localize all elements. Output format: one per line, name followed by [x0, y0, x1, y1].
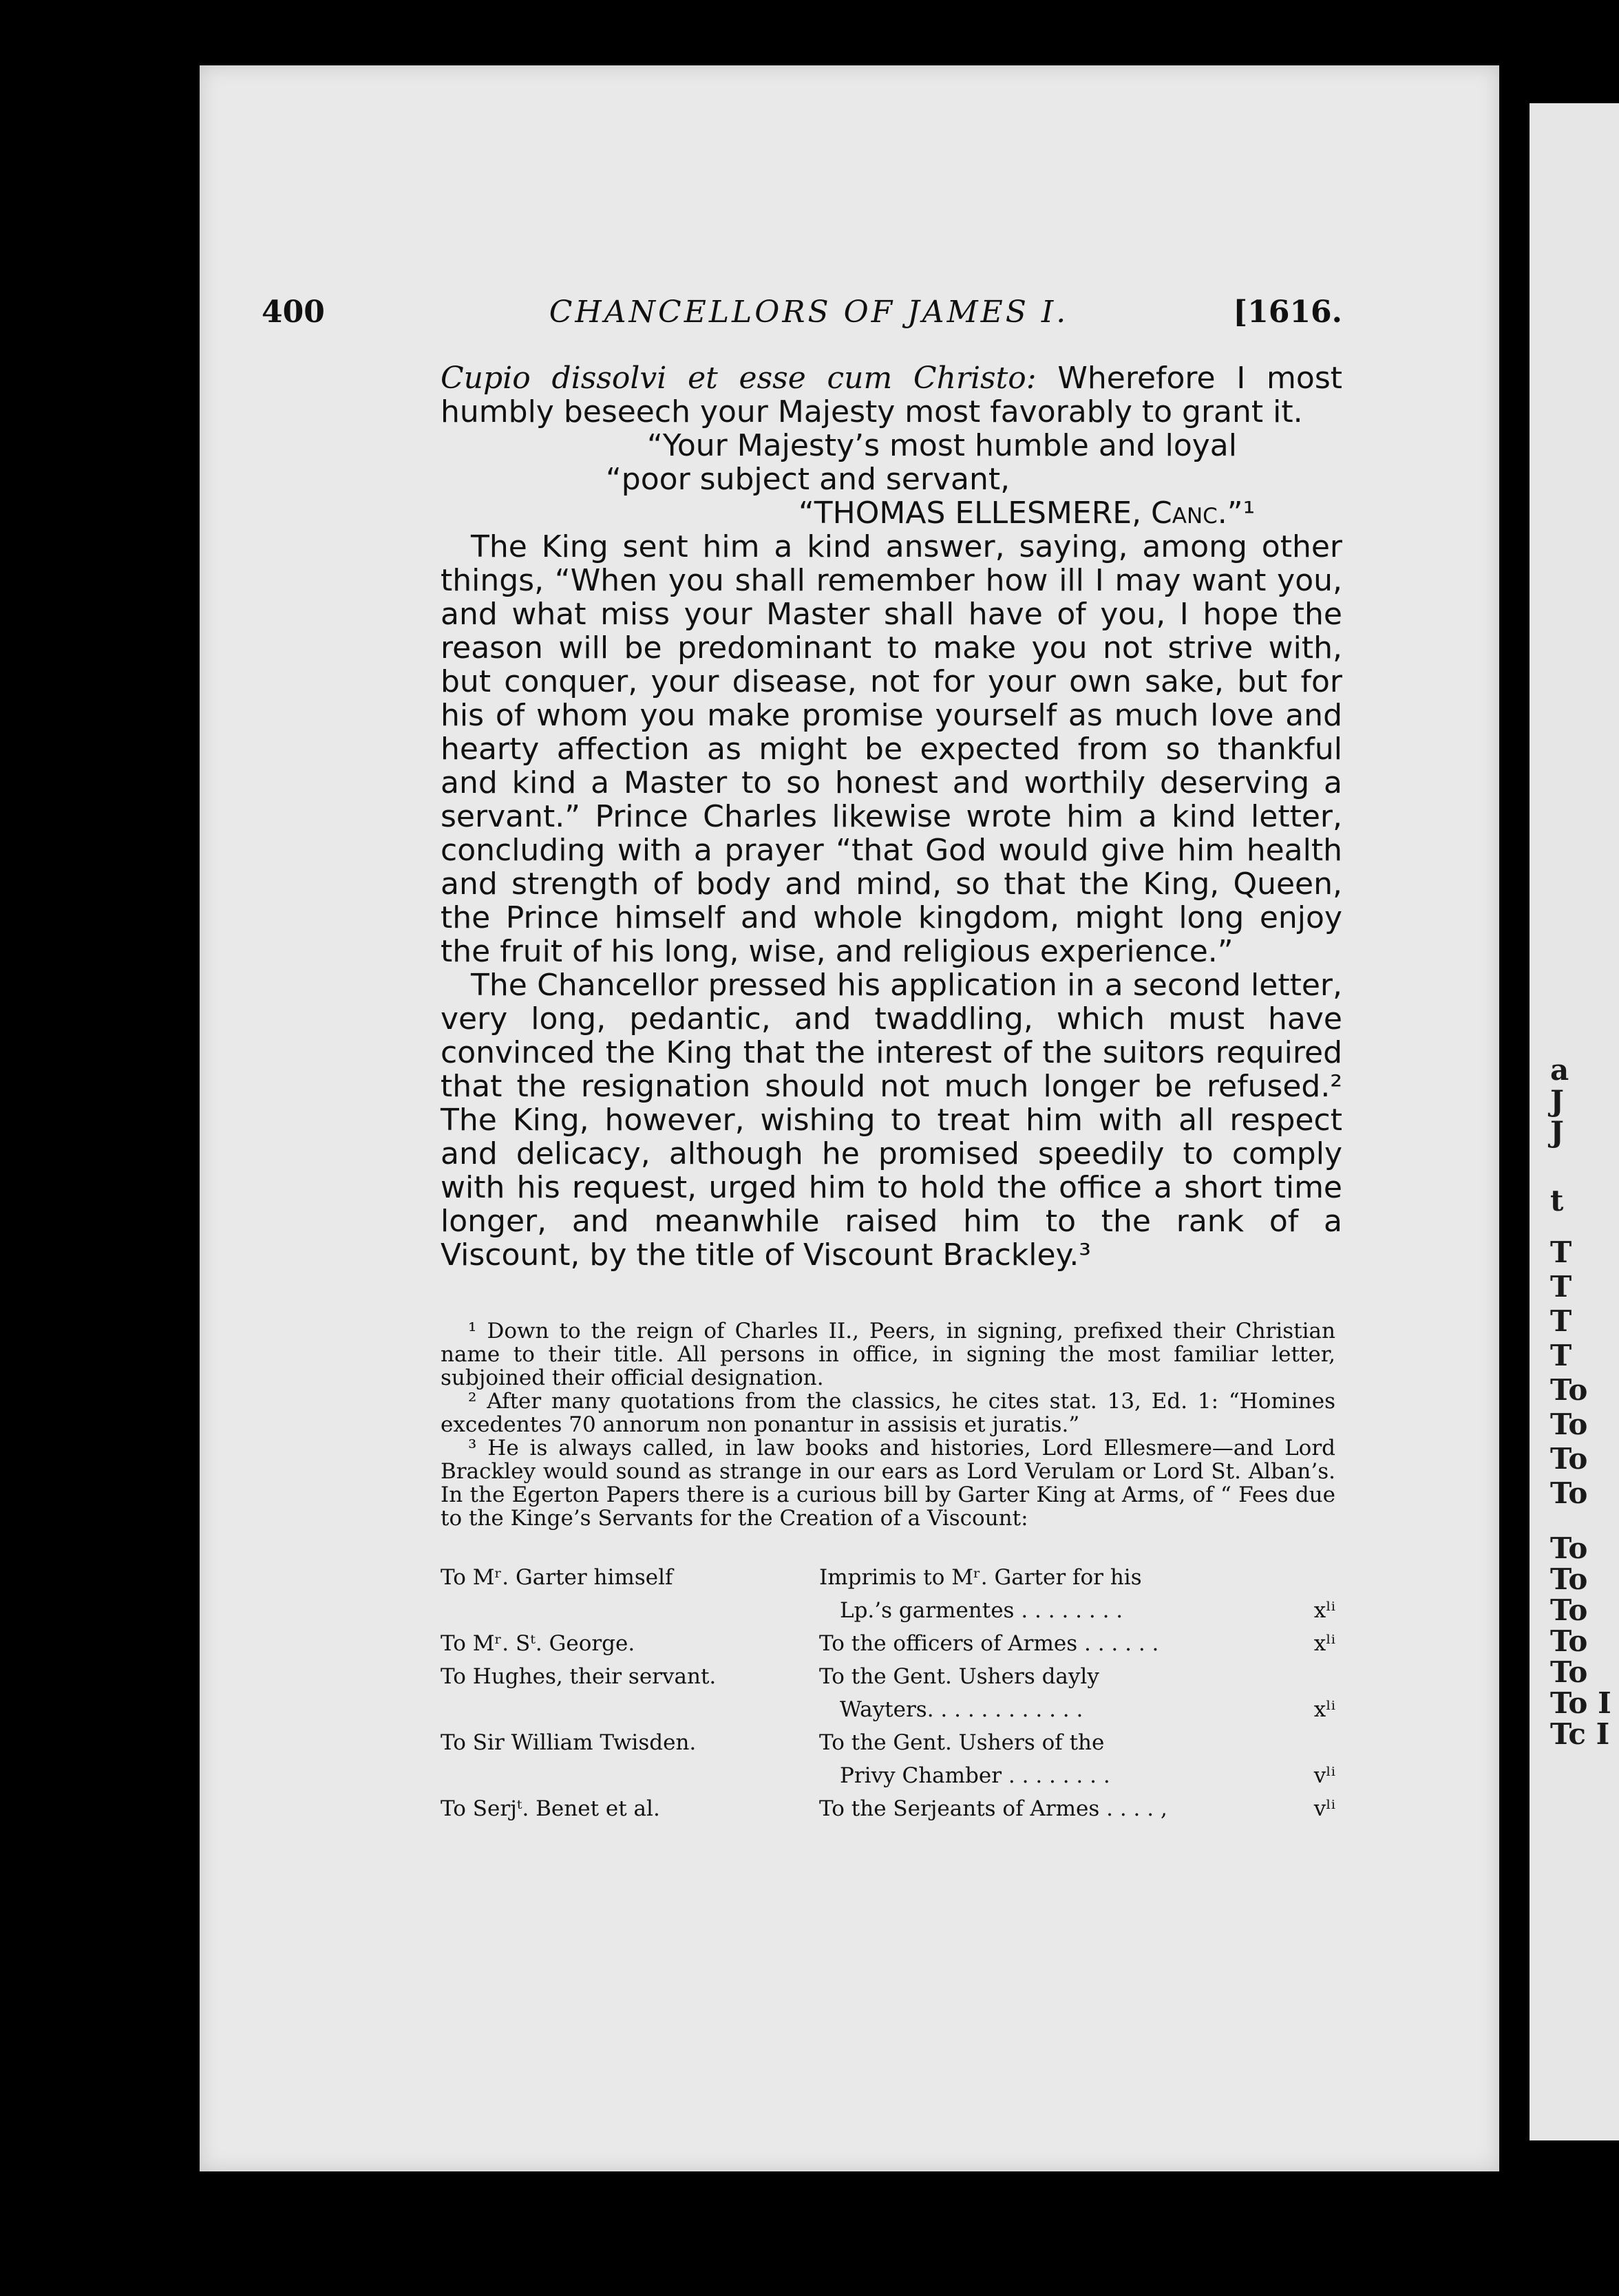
- fee-recipient: To Mʳ. Garter himself: [441, 1565, 673, 1590]
- fee-recipient: To Hughes, their servant.: [441, 1664, 717, 1689]
- next-page-fragment: J: [1550, 1084, 1564, 1118]
- fee-item: Wayters. . . . . . . . . . . .: [840, 1697, 1083, 1722]
- footnote-3: ³ He is always called, in law books and histories, Lord Ellesmere—and Lord Brackley would sound as strange in our ears as Lord Verulam or Lord St. Alban’s. In the Egerton Papers there is a curious bill by Garter King at Arms, of “ Fees due to the Kinge’s Servants for the Creation of a Viscount:: [441, 1436, 1335, 1531]
- next-page-fragment: To: [1550, 1562, 1588, 1596]
- fee-row: [441, 1797, 1335, 1830]
- next-page-fragment: To: [1550, 1373, 1588, 1407]
- main-text: [441, 361, 1342, 1272]
- next-page-fragment: t: [1550, 1184, 1564, 1218]
- fee-row: [441, 1632, 1335, 1665]
- next-page-fragment: a: [1550, 1053, 1569, 1087]
- latin-quote: Cupio dissolvi et esse cum Christo:: [441, 361, 1037, 396]
- next-page-fragment: To: [1550, 1624, 1588, 1658]
- next-page-fragment: T: [1550, 1235, 1572, 1269]
- fee-item: Imprimis to Mʳ. Garter for his: [819, 1565, 1142, 1590]
- signature-line-1: “Your Majesty’s most humble and loyal: [647, 428, 1237, 463]
- footnote-1: ¹ Down to the reign of Charles II., Peers, in signing, prefixed their Christian name to their title. All persons in office, in signing the most familiar letter, subjoined their official designation.: [441, 1319, 1335, 1390]
- page-header: [262, 295, 1356, 336]
- fee-item: To the officers of Armes . . . . . .: [819, 1631, 1159, 1656]
- fee-row: [441, 1599, 1335, 1632]
- next-page-fragment: T: [1550, 1270, 1572, 1304]
- next-page-fragment: T: [1550, 1339, 1572, 1372]
- fee-amount: xˡⁱ: [1313, 1598, 1335, 1623]
- fee-amount: xˡⁱ: [1313, 1697, 1335, 1722]
- footnote-2: ² After many quotations from the classics, he cites stat. 13, Ed. 1: “Homines excedentes 70 annorum non ponantur in assisis et juratis.”: [441, 1389, 1335, 1437]
- running-title: CHANCELLORS OF JAMES I.: [549, 295, 1069, 330]
- page-number: 400: [262, 295, 325, 330]
- next-page-fragment: To: [1550, 1655, 1588, 1689]
- footnotes: [441, 1319, 1335, 1530]
- signature-line-2: “poor subject and servant,: [606, 462, 1010, 497]
- next-page-fragment: To I: [1550, 1686, 1611, 1720]
- fee-item: To the Serjeants of Armes . . . . ,: [819, 1796, 1167, 1821]
- paragraph-2: The King sent him a kind answer, saying, among other things, “When you shall remember how ill I may want you, and what miss your Master shall have of you, I hope the reason will be predominant to make you not strive with, but conquer, your disease, not for your own sake, but for his of whom you make promise yourself as much love and hearty affection as might be expected from so thankful and kind a Master to so honest and worthily deserving a servant.” Prince Charles likewise wrote him a kind letter, concluding with a prayer “that God would give him health and strength of body and mind, so that the King, Queen, the Prince himself and whole kingdom, might long enjoy the fruit of his long, wise, and religious experience.”: [441, 529, 1342, 969]
- next-page-fragment: T: [1550, 1304, 1572, 1338]
- fee-row: [441, 1731, 1335, 1764]
- signature-line-3: “THOMAS ELLESMERE, Canc.”¹: [798, 496, 1256, 531]
- fee-row: [441, 1698, 1335, 1731]
- fee-item: Privy Chamber . . . . . . . .: [840, 1763, 1110, 1788]
- next-page-fragment: To: [1550, 1442, 1588, 1476]
- next-page-fragment: Tc I: [1550, 1717, 1610, 1751]
- fee-row: [441, 1566, 1335, 1599]
- paragraph-3: The Chancellor pressed his application in a second letter, very long, pedantic, and twaddling, which must have convinced the King that the interest of the suitors required that the resignation should not much longer be refused.² The King, however, wishing to treat him with all respect and delicacy, although he promised speedily to comply with his request, urged him to hold the office a short time longer, and meanwhile raised him to the rank of a Viscount, by the title of Viscount Brackley.³: [441, 968, 1342, 1273]
- adjacent-page-edge: [1530, 103, 1619, 2140]
- next-page-fragment: To: [1550, 1593, 1588, 1627]
- next-page-fragment: To: [1550, 1531, 1588, 1565]
- header-year: [1616.: [1233, 295, 1342, 330]
- fee-amount: vˡⁱ: [1313, 1796, 1335, 1821]
- fee-recipient: To Mʳ. Sᵗ. George.: [441, 1631, 635, 1656]
- fee-row: [441, 1764, 1335, 1797]
- next-page-fragment: To: [1550, 1476, 1588, 1510]
- fee-amount: vˡⁱ: [1313, 1763, 1335, 1788]
- fee-row: [441, 1665, 1335, 1698]
- next-page-fragment: J: [1550, 1115, 1564, 1149]
- fee-item: To the Gent. Ushers of the: [819, 1730, 1105, 1755]
- fee-item: To the Gent. Ushers dayly: [819, 1664, 1099, 1689]
- fee-amount: xˡⁱ: [1313, 1631, 1335, 1656]
- next-page-fragment: To: [1550, 1407, 1588, 1441]
- fees-table: [441, 1566, 1335, 1830]
- fee-item: Lp.’s garmentes . . . . . . . .: [840, 1598, 1123, 1623]
- fee-recipient: To Sir William Twisden.: [441, 1730, 697, 1755]
- paragraph-1: [441, 361, 1342, 429]
- paragraph-1-text: Wherefore I most humbly beseech your Majesty most favorably to grant it.: [441, 361, 1343, 429]
- fee-recipient: To Serjᵗ. Benet et al.: [441, 1796, 660, 1821]
